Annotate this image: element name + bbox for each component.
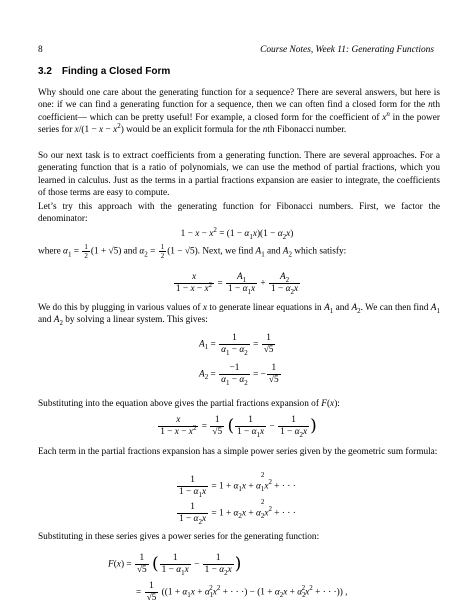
equation-factor: $1 - x - x^2 = (1 - \alpha_1x)(1 - \alpha_2x)$	[180, 225, 294, 241]
equation-expansion: $\frac{x}{1 - x - x^2}$ = $\frac{1}{√5}$ ( $\frac{1}{1 - \alpha_1x}$ − $\frac{1}{1 - \alpha_2x}$ )	[160, 415, 317, 439]
paragraph-7: Substituting in these series gives a power series for the generating function:	[38, 532, 320, 542]
running-title: Course Notes, Week 11: Generating Functions	[260, 45, 434, 55]
paragraph-2: So our next task is to extract coefficients from a generating function. There are several approaches. For a generating function that is a ratio of polynomials, we can use the method of partial fractions, which you learned in calculus. Just as the terms in a partial fractions expansion are easier to integrate, the coefficients of those terms are easy to compute.	[38, 151, 440, 199]
paragraph-3: Let’s try this approach with the generating function for Fibonacci numbers. First, we factor the denominator:	[38, 202, 440, 225]
page-number: 8	[38, 45, 43, 55]
section-number: 3.2	[38, 66, 52, 77]
paragraph-1: Why should one care about the generating function for a sequence? There are several answers, but here is one: if we can find a generating function for a sequence, then we can often find a closed form for the nth coefficient— which can be pretty useful! For example, a closed form for the coefficient of $x^n$ in the power series for $x/(1 - x - x^2)$ would be an explicit formula for the nth Fibonacci number.	[38, 88, 440, 136]
where-line: where $\alpha_1$ = $\frac{1}{2}$ (1 + √5) and $\alpha_2$ = $\frac{1}{2}$ (1 − √5). Next, we find $A_1$ and $A_2$ which satisfy:	[38, 243, 347, 261]
paragraph-4: We do this by plugging in various values of x to generate linear equations in $A_1$ and $A_2$. We can then find $A_1$ and $A_2$ by solving a linear system. This gives:	[38, 303, 440, 328]
document-page: 8 Course Notes, Week 11: Generating Functions 3.2 Finding a Closed Form Why should one care about the generating function for a sequence? There are several answers, but here is one: if we can find a generating function for a sequence, then we can often find a closed form for the nth coefficient— which can be pretty useful! For example, a closed form for the coefficient of $x^n$ in the power series for $x/(1 - x - x^2)$ would be an explicit formula for the nth Fibonacci number. So our next task is to extract coefficients from a generating function. There are several approaches. For a generating function that is a ratio of polynomials, we can use the method of partial fractions, which you learned in calculus. Just as the terms in a partial fractions expansion are easier to integrate, the coefficients of those terms are easy to compute. Let’s try this approach with the generating function for Fibonacci numbers. First, we factor the denominator: $1 - x - x^2 = (1 - \alpha_1x)(1 - \alpha_2x)$ where $\alpha_1$ = $\frac{1}{2}$ (1 + √5) and $\alpha_2$ = $\frac{1}{2}$ (1 − √5). Next, we find $A_1$ and $A_2$ which satisfy: $\frac{x}{1 - x - x^2}$ = $\frac{A_1}{1 - \alpha_1x}$ + $\frac{A_2}{1 - \alpha_2x}$ We do this by plugging in various values of x to generate linear equations in $A_1$ and $A_2$. We can then find $A_1$ and $A_2$ by solving a linear system. This gives: $A_1$ = $\frac{1}{\alpha_1 - \alpha_2}$ = $\frac{1}{√5}$ $A_2$ = $\frac{-1}{\alpha_1 - \alpha_2}$ = − $\frac{1}{√5}$ Substituting into the equation above gives the partial fractions expansion of F(x): $\frac{x}{1 - x - x^2}$ = $\frac{1}{√5}$ ( $\frac{1}{1 - \alpha_1x}$ − $\frac{1}{1 - \alpha_2x}$ ) Each term in the partial fractions expansion has a simple power series given by the geometric sum formula: $\frac{1}{1 - \alpha_1x}$ = $1 + \alpha_1x + \alpha$ $_{2 1}x^2$ + · · · $\frac{1}{1 - \alpha_2x}$ = $1 + \alpha_2x + \alpha$ $_{2 2}x^2$ + · · · Substituting in these series gives a power series for the generating function: F(x) = $\frac{1}{√5}$ ( $\frac{1}{1 - \alpha_1x}$ − $\frac{1}{1 - \alpha_2x}$ ) = $\frac{1}{√5}$ (($1 + \alpha_1x + \alpha_1^2x^2$ + · · ·) − ($1 + \alpha_2x + \alpha_2^2x^2$ + · · ·)) ,	[0, 0, 474, 613]
running-header	[38, 44, 434, 57]
section-heading	[38, 65, 170, 78]
paragraph-5: Substituting into the equation above gives the partial fractions expansion of F(x):	[38, 399, 340, 409]
section-title: Finding a Closed Form	[61, 66, 171, 77]
equation-partial-fractions: $\frac{x}{1 - x - x^2}$ = $\frac{A_1}{1 - \alpha_1x}$ + $\frac{A_2}{1 - \alpha_2x}$	[175, 272, 299, 296]
paragraph-6: Each term in the partial fractions expansion has a simple power series given by the geometric sum formula:	[38, 447, 438, 457]
